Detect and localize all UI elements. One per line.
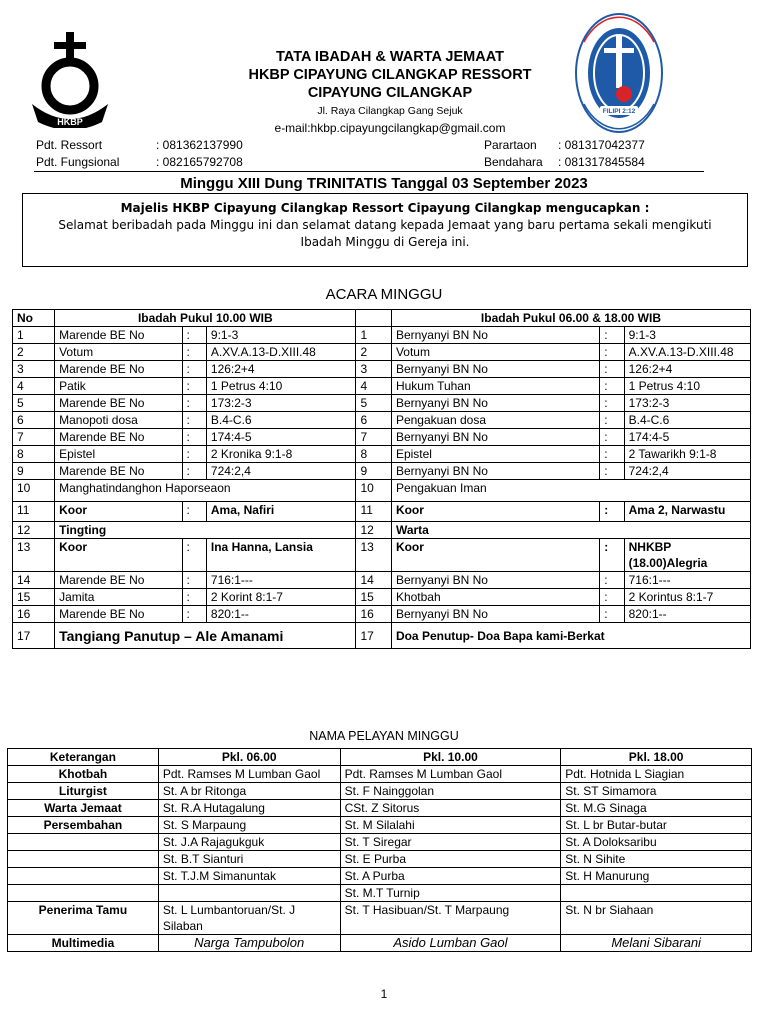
row-sep: : <box>182 429 206 446</box>
row-no: 4 <box>356 378 391 395</box>
pelayan-table <box>7 748 752 952</box>
row-value: 2 Korintus 8:1-7 <box>624 589 750 606</box>
row-item: Warta <box>391 522 750 539</box>
row-item: Jamita <box>55 589 182 606</box>
row-cell: Pdt. Ramses M Lumban Gaol <box>158 766 340 783</box>
contact-right-1-value: : 081317042377 <box>558 138 645 152</box>
row-sep: : <box>600 327 624 344</box>
table-row <box>8 783 752 800</box>
row-value-line: (18.00)Alegria <box>628 556 708 570</box>
row-value: 2 Korint 8:1-7 <box>206 589 356 606</box>
row-cell: St. L br Butar-butar <box>561 817 752 834</box>
row-item: Marende BE No <box>55 606 182 623</box>
row-no: 17 <box>356 623 391 649</box>
row-cell: CSt. Z Sitorus <box>340 800 561 817</box>
row-no: 5 <box>13 395 55 412</box>
row-sep: : <box>600 446 624 463</box>
row-sep: : <box>600 344 624 361</box>
row-no: 1 <box>356 327 391 344</box>
row-no: 4 <box>13 378 55 395</box>
col-spacer <box>356 310 391 327</box>
table-row <box>13 327 751 344</box>
row-sep: : <box>182 395 206 412</box>
row-sep: : <box>182 463 206 480</box>
row-label <box>8 834 159 851</box>
row-sep: : <box>182 378 206 395</box>
row-label: Persembahan <box>8 817 159 834</box>
contact-left-2-value: : 082165792708 <box>156 155 243 169</box>
row-label: Warta Jemaat <box>8 800 159 817</box>
table-row <box>13 378 751 395</box>
row-sep: : <box>182 502 206 522</box>
row-cell: St. A br Ritonga <box>158 783 340 800</box>
row-no: 2 <box>13 344 55 361</box>
row-item: Epistel <box>55 446 182 463</box>
contact-right-2-value: : 081317845584 <box>558 155 645 169</box>
contact-left-2-label: Pdt. Fungsional <box>36 155 120 169</box>
doc-title-3: CIPAYUNG CILANGKAP <box>307 85 473 101</box>
row-cell: St. A Purba <box>340 868 561 885</box>
col-ibadah-0600-1800: Ibadah Pukul 06.00 & 18.00 WIB <box>391 310 750 327</box>
table-row <box>13 395 751 412</box>
table-row <box>13 502 751 522</box>
row-no: 9 <box>13 463 55 480</box>
row-cell: St. H Manurung <box>561 868 752 885</box>
row-no: 11 <box>356 502 391 522</box>
row-value: 174:4-5 <box>206 429 356 446</box>
table-row <box>8 885 752 902</box>
row-sep: : <box>600 589 624 606</box>
table-row <box>8 902 752 935</box>
row-no: 9 <box>356 463 391 480</box>
page-number: 1 <box>380 987 388 1001</box>
table-row <box>8 817 752 834</box>
svg-text:HKBP: HKBP <box>57 117 83 127</box>
row-label <box>8 868 159 885</box>
row-item: Bernyanyi BN No <box>391 395 599 412</box>
row-no: 13 <box>13 539 55 572</box>
row-cell: St. F Nainggolan <box>340 783 561 800</box>
row-cell: St. T.J.M Simanuntak <box>158 868 340 885</box>
row-item: Marende BE No <box>55 463 182 480</box>
row-value: Ama 2, Narwastu <box>624 502 750 522</box>
row-cell: St. M Silalahi <box>340 817 561 834</box>
header-rule <box>34 171 704 172</box>
row-no: 12 <box>356 522 391 539</box>
row-item: Tingting <box>55 522 356 539</box>
row-item: Bernyanyi BN No <box>391 572 599 589</box>
row-item: Marende BE No <box>55 572 182 589</box>
doc-title-1: TATA IBADAH & WARTA JEMAAT <box>276 49 504 65</box>
row-item: Manghatindanghon Haporseaon <box>55 480 356 502</box>
row-sep: : <box>182 589 206 606</box>
row-label: Khotbah <box>8 766 159 783</box>
acara-title: ACARA MINGGU <box>325 286 443 303</box>
row-no: 10 <box>13 480 55 502</box>
table-row <box>13 539 751 572</box>
row-value: 716:1--- <box>206 572 356 589</box>
svg-text:FILIPI 2:12: FILIPI 2:12 <box>602 108 636 115</box>
email: e-mail:hkbp.cipayungcilangkap@gmail.com <box>274 121 506 135</box>
row-label: Multimedia <box>8 935 159 952</box>
orientasi-pelayanan-logo <box>574 12 664 134</box>
col-keterangan: Keterangan <box>8 749 159 766</box>
row-item: Marende BE No <box>55 361 182 378</box>
row-item: Bernyanyi BN No <box>391 361 599 378</box>
row-no: 6 <box>13 412 55 429</box>
row-item: Bernyanyi BN No <box>391 327 599 344</box>
row-cell: St. ST Simamora <box>561 783 752 800</box>
row-no: 8 <box>356 446 391 463</box>
row-value: 126:2+4 <box>206 361 356 378</box>
row-cell: St. T Siregar <box>340 834 561 851</box>
row-value: 1 Petrus 4:10 <box>206 378 356 395</box>
row-cell: St. J.A Rajagukguk <box>158 834 340 851</box>
row-no: 13 <box>356 539 391 572</box>
table-row <box>13 522 751 539</box>
row-no: 15 <box>13 589 55 606</box>
table-row <box>13 361 751 378</box>
greeting-box <box>22 193 748 267</box>
row-item: Tangiang Panutup – Ale Amanami <box>55 623 356 649</box>
col-no: No <box>13 310 55 327</box>
row-label: Penerima Tamu <box>8 902 159 935</box>
doc-title-2: HKBP CIPAYUNG CILANGKAP RESSORT <box>248 67 532 83</box>
row-item: Pengakuan Iman <box>391 480 750 502</box>
row-sep: : <box>182 539 206 572</box>
row-cell: St. B.T Sianturi <box>158 851 340 868</box>
row-no: 2 <box>356 344 391 361</box>
table-row <box>8 800 752 817</box>
row-value: 9:1-3 <box>206 327 356 344</box>
row-cell: St. R.A Hutagalung <box>158 800 340 817</box>
row-cell: Pdt. Ramses M Lumban Gaol <box>340 766 561 783</box>
row-no: 12 <box>13 522 55 539</box>
row-value: A.XV.A.13-D.XIII.48 <box>624 344 750 361</box>
row-no: 8 <box>13 446 55 463</box>
row-sep: : <box>600 429 624 446</box>
table-row <box>13 572 751 589</box>
row-no: 1 <box>13 327 55 344</box>
contact-right-1-label: Parartaon <box>484 138 537 152</box>
row-sep: : <box>600 572 624 589</box>
row-sep: : <box>600 361 624 378</box>
row-value: 820:1-- <box>624 606 750 623</box>
row-cell: St. N br Siahaan <box>561 902 752 935</box>
row-sep: : <box>600 378 624 395</box>
table-row <box>13 623 751 649</box>
row-value: 2 Tawarikh 9:1-8 <box>624 446 750 463</box>
address: Jl. Raya Cilangkap Gang Sejuk <box>317 105 463 117</box>
table-row <box>13 463 751 480</box>
row-no: 16 <box>13 606 55 623</box>
row-no: 3 <box>13 361 55 378</box>
row-cell: St. M.G Sinaga <box>561 800 752 817</box>
row-sep: : <box>600 395 624 412</box>
table-row <box>13 344 751 361</box>
table-row <box>13 480 751 502</box>
row-item: Marende BE No <box>55 395 182 412</box>
row-value: Ina Hanna, Lansia <box>206 539 356 572</box>
row-cell: St. E Purba <box>340 851 561 868</box>
row-no: 14 <box>13 572 55 589</box>
row-cell: St. N Sihite <box>561 851 752 868</box>
row-cell: Pdt. Hotnida L Siagian <box>561 766 752 783</box>
table-row <box>8 851 752 868</box>
col-pkl-0600: Pkl. 06.00 <box>158 749 340 766</box>
row-item: Epistel <box>391 446 599 463</box>
row-sep: : <box>182 572 206 589</box>
row-sep: : <box>182 361 206 378</box>
row-item: Bernyanyi BN No <box>391 429 599 446</box>
row-value: B.4-C.6 <box>206 412 356 429</box>
row-value: 9:1-3 <box>624 327 750 344</box>
row-no: 10 <box>356 480 391 502</box>
row-label <box>8 885 159 902</box>
row-value: 1 Petrus 4:10 <box>624 378 750 395</box>
table-row <box>13 446 751 463</box>
table-row <box>13 412 751 429</box>
greeting-body: Selamat beribadah pada Minggu ini dan selamat datang kepada Jemaat yang baru pertama sekali mengikuti Ibadah Minggu di Gereja ini. <box>58 218 712 249</box>
row-no: 3 <box>356 361 391 378</box>
row-value <box>624 539 750 572</box>
row-sep: : <box>600 606 624 623</box>
row-no: 5 <box>356 395 391 412</box>
row-sep: : <box>182 606 206 623</box>
row-cell: Asido Lumban Gaol <box>340 935 561 952</box>
row-no: 7 <box>13 429 55 446</box>
row-label: Liturgist <box>8 783 159 800</box>
row-sep: : <box>182 412 206 429</box>
row-sep: : <box>182 344 206 361</box>
greeting-heading: Majelis HKBP Cipayung Cilangkap Ressort Cipayung Cilangkap mengucapkan : <box>120 201 650 215</box>
row-sep: : <box>600 412 624 429</box>
row-item: Koor <box>55 502 182 522</box>
row-value: Ama, Nafiri <box>206 502 356 522</box>
row-value: B.4-C.6 <box>624 412 750 429</box>
acara-table <box>12 309 751 649</box>
row-item: Bernyanyi BN No <box>391 606 599 623</box>
row-cell: St. S Marpaung <box>158 817 340 834</box>
contact-right-2-label: Bendahara <box>484 155 543 169</box>
row-value: 820:1-- <box>206 606 356 623</box>
pelayan-header-row <box>8 749 752 766</box>
row-value: 716:1--- <box>624 572 750 589</box>
row-value: 724:2,4 <box>206 463 356 480</box>
row-value-line: NHKBP <box>628 540 672 554</box>
row-label <box>8 851 159 868</box>
row-no: 15 <box>356 589 391 606</box>
row-item: Pengakuan dosa <box>391 412 599 429</box>
row-sep: : <box>600 502 624 522</box>
col-pkl-1000: Pkl. 10.00 <box>340 749 561 766</box>
row-cell <box>561 885 752 902</box>
row-item: Manopoti dosa <box>55 412 182 429</box>
table-row <box>13 429 751 446</box>
row-cell: Narga Tampubolon <box>158 935 340 952</box>
row-item: Koor <box>391 502 599 522</box>
table-row <box>8 935 752 952</box>
row-no: 11 <box>13 502 55 522</box>
row-item: Votum <box>55 344 182 361</box>
pelayan-title: NAMA PELAYAN MINGGU <box>309 729 459 743</box>
row-item: Marende BE No <box>55 429 182 446</box>
hkbp-logo <box>28 30 112 128</box>
row-item: Khotbah <box>391 589 599 606</box>
row-no: 7 <box>356 429 391 446</box>
row-no: 16 <box>356 606 391 623</box>
table-row <box>13 606 751 623</box>
row-value: 173:2-3 <box>624 395 750 412</box>
row-cell: St. A Doloksaribu <box>561 834 752 851</box>
row-item: Hukum Tuhan <box>391 378 599 395</box>
row-value: 724:2,4 <box>624 463 750 480</box>
row-cell: St. T Hasibuan/St. T Marpaung <box>340 902 561 935</box>
row-no: 6 <box>356 412 391 429</box>
row-cell <box>158 902 340 935</box>
row-value: 2 Kronika 9:1-8 <box>206 446 356 463</box>
row-cell-line: Silaban <box>162 919 203 933</box>
row-cell: St. M.T Turnip <box>340 885 561 902</box>
row-item: Doa Penutup- Doa Bapa kami-Berkat <box>391 623 750 649</box>
row-no: 14 <box>356 572 391 589</box>
contact-left-1-value: : 081362137990 <box>156 138 243 152</box>
row-item: Koor <box>391 539 599 572</box>
row-sep: : <box>600 463 624 480</box>
row-value: 174:4-5 <box>624 429 750 446</box>
row-cell: Melani Sibarani <box>561 935 752 952</box>
table-row <box>8 868 752 885</box>
col-pkl-1800: Pkl. 18.00 <box>561 749 752 766</box>
contact-left-1-label: Pdt. Ressort <box>36 138 103 152</box>
row-value: A.XV.A.13-D.XIII.48 <box>206 344 356 361</box>
row-sep: : <box>182 327 206 344</box>
table-row <box>13 589 751 606</box>
row-value: 173:2-3 <box>206 395 356 412</box>
table-row <box>8 834 752 851</box>
col-ibadah-1000: Ibadah Pukul 10.00 WIB <box>55 310 356 327</box>
table-row <box>8 766 752 783</box>
row-sep: : <box>182 446 206 463</box>
row-cell-line: St. L Lumbantoruan/St. J <box>162 903 296 917</box>
sunday-title: Minggu XIII Dung TRINITATIS Tanggal 03 September 2023 <box>180 175 588 192</box>
row-item: Bernyanyi BN No <box>391 463 599 480</box>
acara-header-row <box>13 310 751 327</box>
row-no: 17 <box>13 623 55 649</box>
row-cell <box>158 885 340 902</box>
row-item: Koor <box>55 539 182 572</box>
row-item: Marende BE No <box>55 327 182 344</box>
row-sep: : <box>600 539 624 572</box>
row-value: 126:2+4 <box>624 361 750 378</box>
row-item: Patik <box>55 378 182 395</box>
row-item: Votum <box>391 344 599 361</box>
